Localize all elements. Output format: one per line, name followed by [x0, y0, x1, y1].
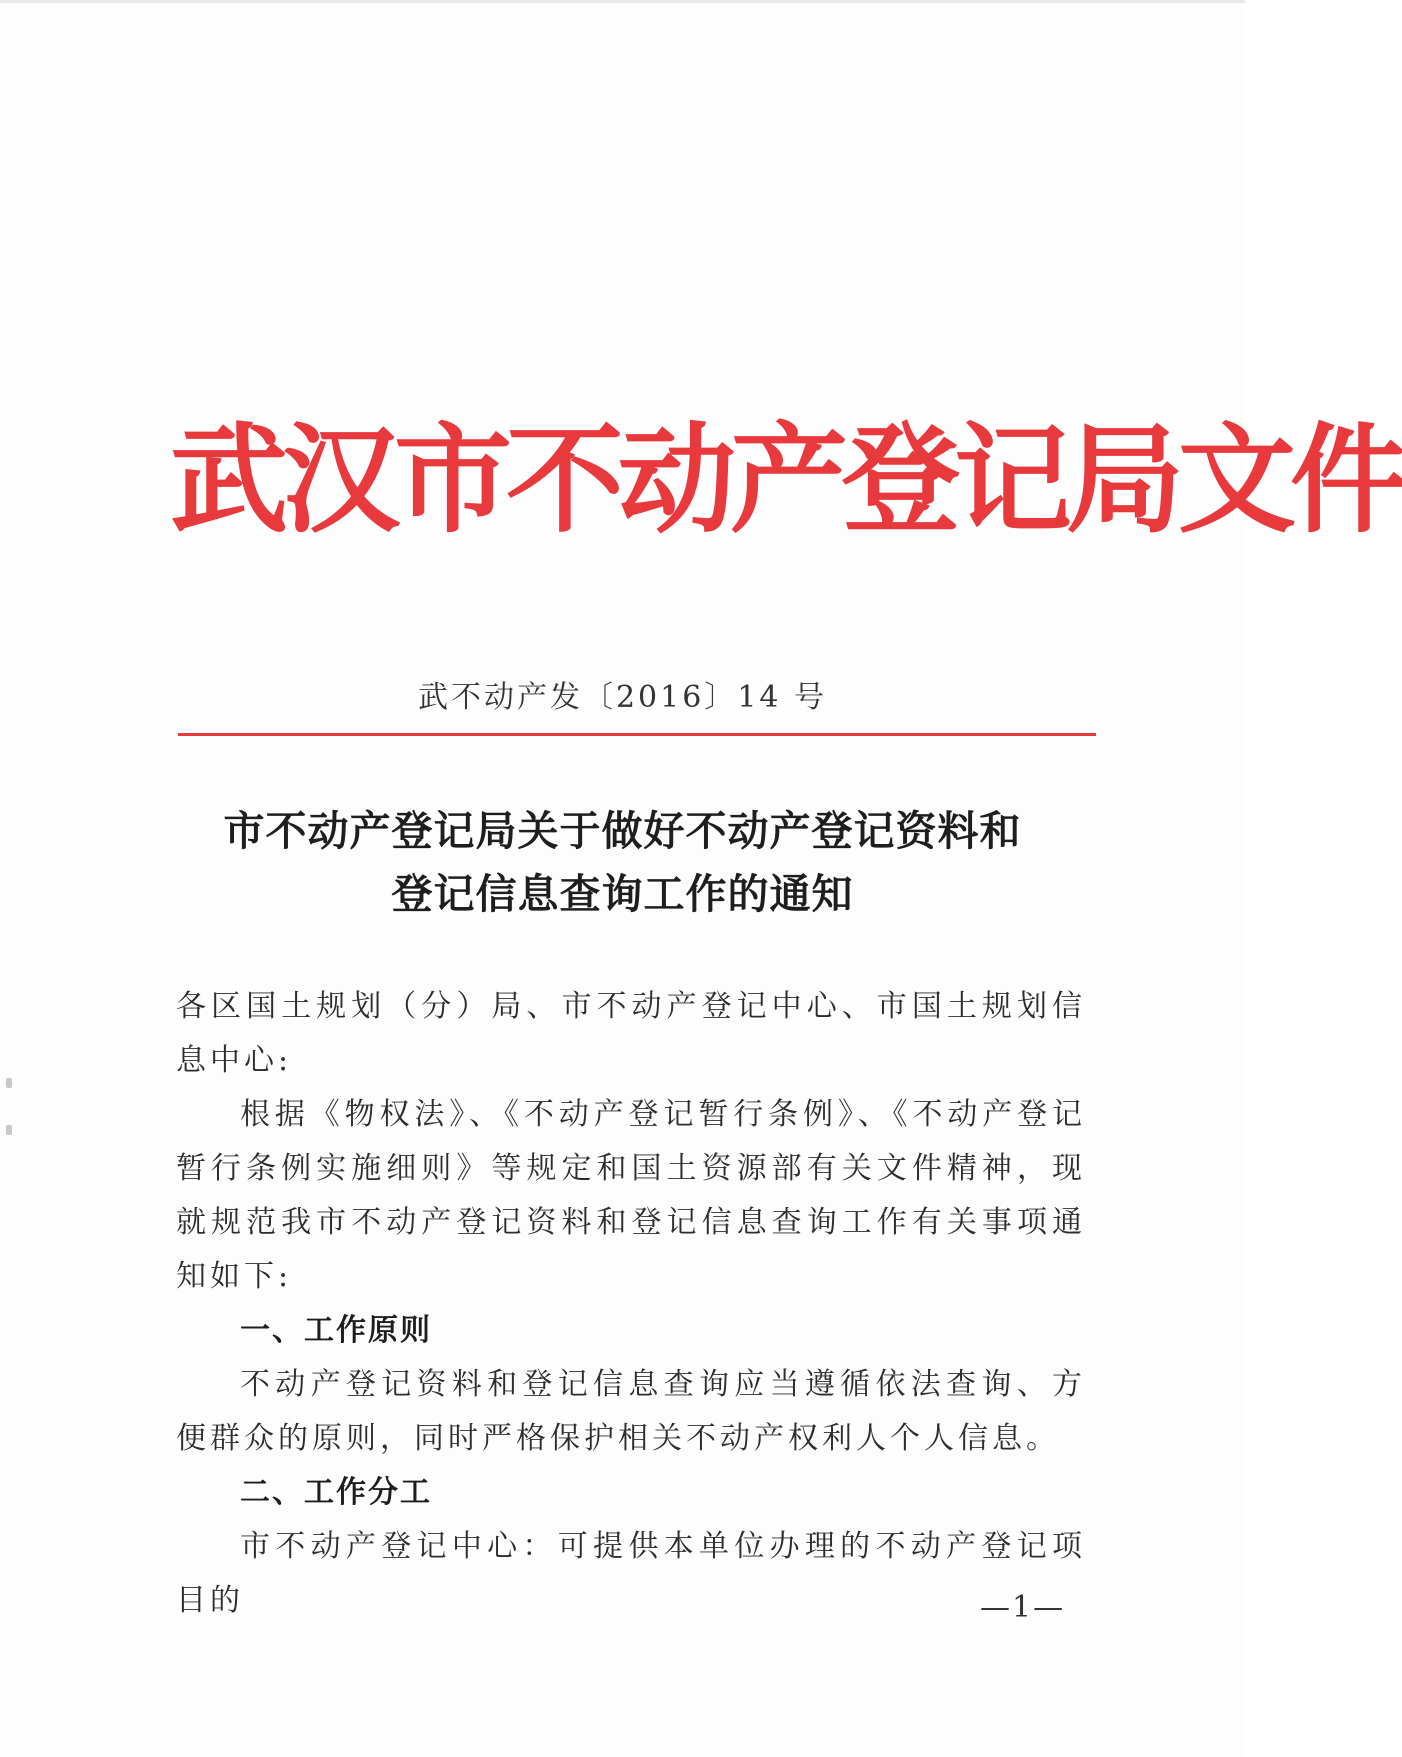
section-1-heading: 一、工作原则 — [240, 1313, 432, 1348]
section-1-paragraph: 不动产登记资料和登记信息查询应当遵循依法查询、方便群众的原则，同时严格保护相关不动产权利人个人信息。 — [176, 1367, 1086, 1456]
scan-speck — [6, 1125, 12, 1135]
scan-speck — [6, 1078, 12, 1088]
notice-title-line-2: 登记信息查询工作的通知 — [391, 870, 854, 918]
section-2-heading: 二、工作分工 — [240, 1475, 432, 1510]
addressee-paragraph: 各区国土规划（分）局、市不动产登记中心、市国土规划信息中心: — [176, 989, 1086, 1078]
notice-body — [176, 980, 1086, 1628]
scan-top-edge — [0, 0, 1245, 3]
notice-title — [150, 800, 1095, 926]
section-2-paragraph: 市不动产登记中心：可提供本单位办理的不动产登记项目的 — [176, 1529, 1086, 1618]
document-number: 武不动产发〔2016〕14 号 — [417, 680, 828, 715]
document-header-title: 武汉市不动产登记局文件 — [170, 410, 1402, 549]
page-number: —1— — [980, 1590, 1066, 1625]
intro-paragraph: 根据《物权法》、《不动产登记暂行条例》、《不动产登记暂行条例实施细则》等规定和国土资源部有关文件精神，现就规范我市不动产登记资料和登记信息查询工作有关事项通知如下: — [176, 1097, 1086, 1294]
notice-title-line-1: 市不动产登记局关于做好不动产登记资料和 — [223, 807, 1022, 855]
red-separator-line — [178, 733, 1096, 736]
